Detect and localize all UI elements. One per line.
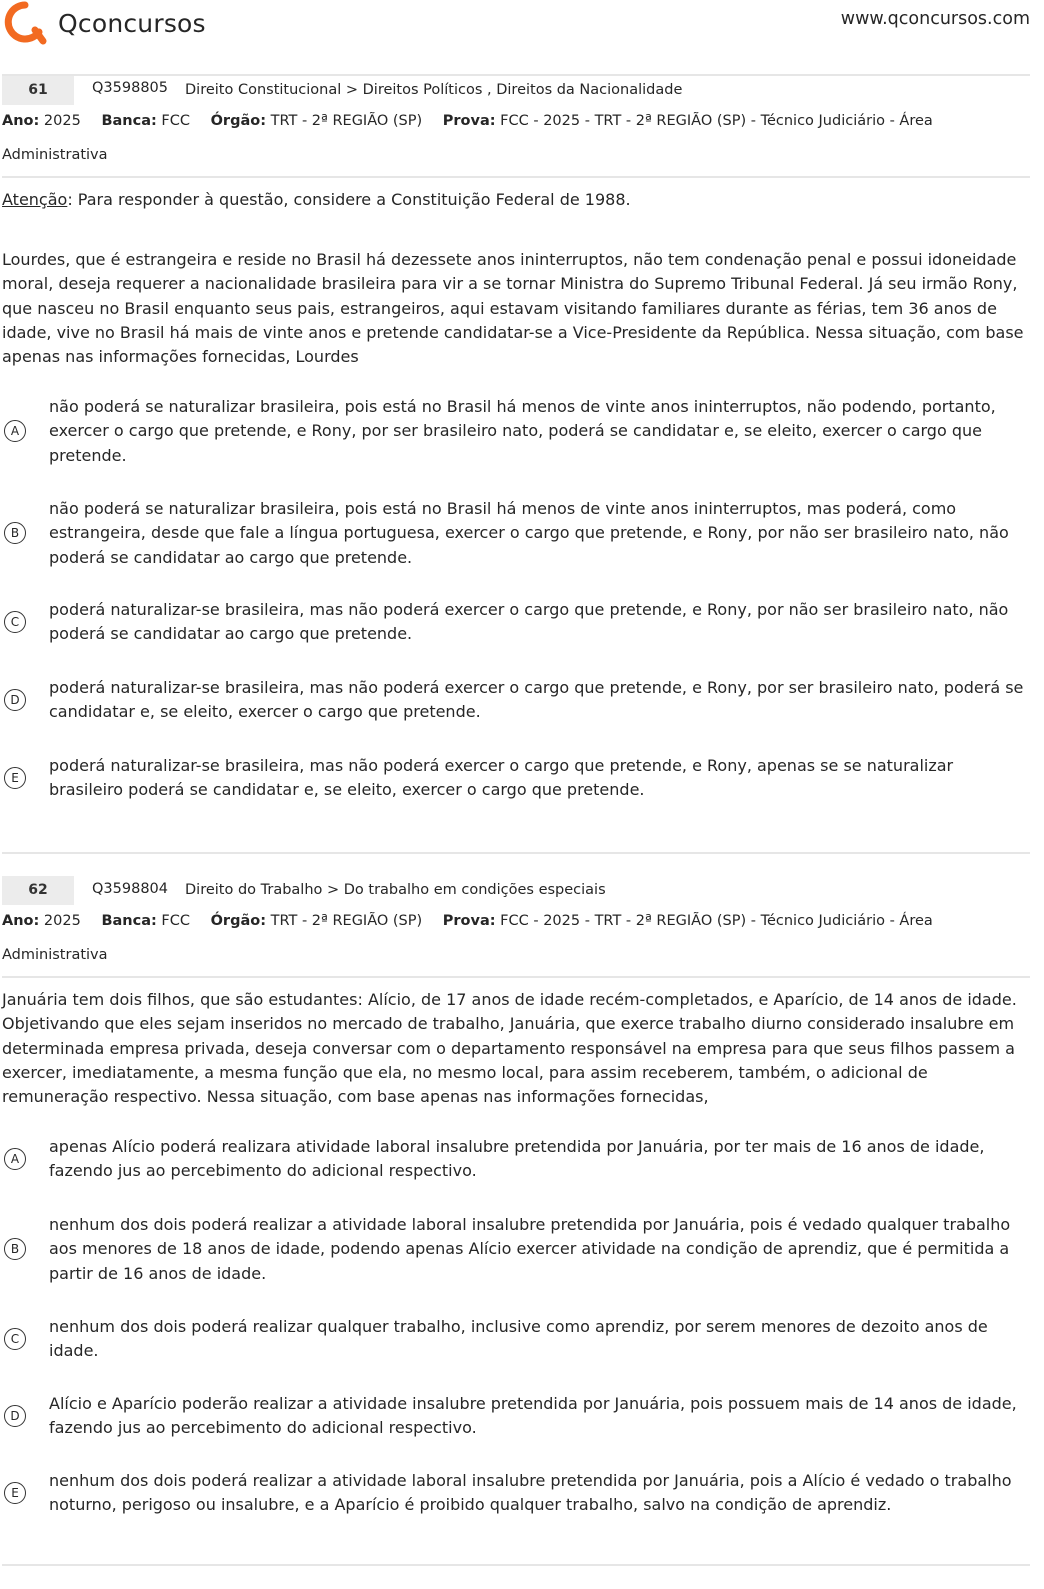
site-url[interactable]: www.qconcursos.com <box>840 9 1030 29</box>
meta-label: Banca: <box>101 113 157 129</box>
meta-label: Prova: <box>442 913 496 929</box>
meta-label: Ano: <box>2 113 40 129</box>
attention-note <box>2 188 1028 212</box>
divider <box>2 852 1030 854</box>
question-number: 61 <box>2 76 74 105</box>
option-text: poderá naturalizar-se brasileira, mas não poderá exercer o cargo que pretende, e Rony, apenas se se naturalizar brasileiro poderá se candidatar e, se eleito, exercer o cargo que pretende. <box>49 756 954 800</box>
divider <box>2 1564 1030 1566</box>
question-statement: Januária tem dois filhos, que são estudantes: Alício, de 17 anos de idade recém-completados, e Aparício, de 14 anos de idade. Objetivando que eles sejam inseridos no mercado de trabalho, Januária, que exerce trabalho diurno considerado insalubre em determinada empresa privada, deseja conversar com o departamento responsável na empresa para que seus filhos passem a exercer, imediatamente, a mesma função que ela, no mesmo local, para assim receberem, também, o adicional de remuneração respectivo. Nessa situação, com base apenas nas informações fornecidas, <box>2 990 1017 1107</box>
meta-label: Banca: <box>101 913 157 929</box>
option-letter-icon[interactable]: A <box>4 420 26 442</box>
question-number: 62 <box>2 876 74 905</box>
meta-label: Órgão: <box>210 113 266 129</box>
option-letter-icon[interactable]: E <box>4 1482 26 1504</box>
option-text: não poderá se naturalizar brasileira, pois está no Brasil há menos de vinte anos ininterruptos, mas poderá, como estrangeira, desde que fale a língua portuguesa, exercer o cargo que pretende, e Rony, por não ser brasileiro nato, não poderá se candidatar ao cargo que pretende. <box>49 499 1009 567</box>
divider <box>2 176 1030 178</box>
option-text: poderá naturalizar-se brasileira, mas não poderá exercer o cargo que pretende, e Rony, por ser brasileiro nato, poderá se candidatar e, se eleito, exercer o cargo que pretende. <box>49 678 1024 722</box>
attention-label: Atenção <box>2 190 68 209</box>
option-letter-icon[interactable]: B <box>4 522 26 544</box>
option-text: Alício e Aparício poderão realizar a atividade insalubre pretendida por Januária, pois possuem mais de 14 anos de idade, fazendo jus ao percebimento do adicional respectivo. <box>49 1394 1017 1438</box>
option-text: apenas Alício poderá realizara atividade laboral insalubre pretendida por Januária, por ter mais de 16 anos de idade, fazendo jus ao percebimento do adicional respectivo. <box>49 1137 985 1181</box>
option-letter-icon[interactable]: C <box>4 611 26 633</box>
meta-label: Ano: <box>2 913 40 929</box>
attention-text: : Para responder à questão, considere a Constituição Federal de 1988. <box>67 190 631 209</box>
question-subject[interactable]: Direito do Trabalho > Do trabalho em condições especiais <box>185 882 606 898</box>
brand-name: Qconcursos <box>58 9 206 38</box>
option-text: nenhum dos dois poderá realizar a atividade laboral insalubre pretendida por Januária, pois é vedado qualquer trabalho aos menores de 18 anos de idade, podendo apenas Alício exercer atividade na condição de aprendiz, que é permitida a partir de 16 anos de idade. <box>49 1215 1011 1283</box>
meta-banca: FCC <box>161 113 190 129</box>
option-text: nenhum dos dois poderá realizar a atividade laboral insalubre pretendida por Januária, pois a Alício é vedado o trabalho noturno, perigoso ou insalubre, e a Aparício é proibido qualquer trabalho, salvo na condição de aprendiz. <box>49 1471 1012 1515</box>
divider <box>2 74 1030 76</box>
meta-prova: FCC - 2025 - TRT - 2ª REGIÃO (SP) - Técnico Judiciário - Área Administrativa <box>2 913 933 963</box>
option-letter-icon[interactable]: D <box>4 689 26 711</box>
meta-orgao: TRT - 2ª REGIÃO (SP) <box>270 113 423 129</box>
page-header <box>0 0 1044 46</box>
meta-ano: 2025 <box>43 913 81 929</box>
question-code[interactable]: Q3598805 <box>92 80 168 96</box>
divider <box>2 976 1030 978</box>
question-meta <box>2 904 1002 972</box>
meta-prova: FCC - 2025 - TRT - 2ª REGIÃO (SP) - Técnico Judiciário - Área Administrativa <box>2 113 933 163</box>
qconcursos-logo-icon <box>2 1 48 45</box>
question-code[interactable]: Q3598804 <box>92 881 168 897</box>
meta-ano: 2025 <box>43 113 81 129</box>
meta-orgao: TRT - 2ª REGIÃO (SP) <box>270 913 423 929</box>
question-subject[interactable]: Direito Constitucional > Direitos Políticos , Direitos da Nacionalidade <box>185 82 683 98</box>
question-meta <box>2 104 1002 172</box>
option-text: poderá naturalizar-se brasileira, mas não poderá exercer o cargo que pretende, e Rony, por não ser brasileiro nato, não poderá se candidatar ao cargo que pretende. <box>49 600 1009 644</box>
option-letter-icon[interactable]: D <box>4 1405 26 1427</box>
option-letter-icon[interactable]: A <box>4 1148 26 1170</box>
question-statement: Lourdes, que é estrangeira e reside no Brasil há dezessete anos ininterruptos, não tem condenação penal e possui idoneidade moral, deseja requerer a nacionalidade brasileira para vir a se tornar Ministra do Supremo Tribunal Federal. Já seu irmão Rony, que nasceu no Brasil enquanto seus pais, estrangeiros, aqui estavam visitando familiares durante as férias, tem 36 anos de idade, vive no Brasil há mais de vinte anos e pretende candidatar-se a Vice-Presidente da República. Nessa situação, com base apenas nas informações fornecidas, Lourdes <box>2 250 1024 367</box>
option-text: nenhum dos dois poderá realizar qualquer trabalho, inclusive como aprendiz, por serem menores de dezoito anos de idade. <box>49 1317 988 1361</box>
option-letter-icon[interactable]: E <box>4 767 26 789</box>
option-letter-icon[interactable]: B <box>4 1238 26 1260</box>
meta-banca: FCC <box>161 913 190 929</box>
meta-label: Órgão: <box>210 913 266 929</box>
meta-label: Prova: <box>442 113 496 129</box>
option-text: não poderá se naturalizar brasileira, pois está no Brasil há menos de vinte anos ininterruptos, não podendo, portanto, exercer o cargo que pretende, e Rony, por ser brasileiro nato, poderá se candidatar e, se eleito, exercer o cargo que pretende. <box>49 397 996 465</box>
option-letter-icon[interactable]: C <box>4 1328 26 1350</box>
